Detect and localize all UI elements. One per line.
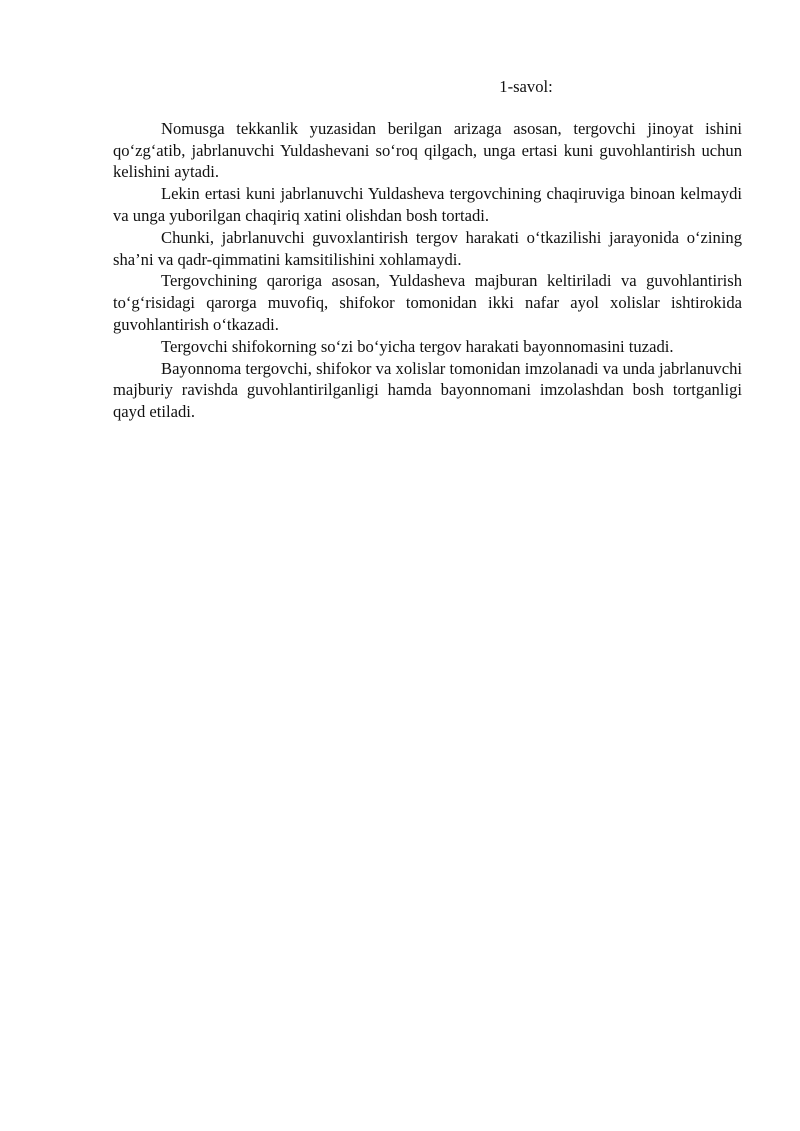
- paragraph: Lekin ertasi kuni jabrlanuvchi Yuldasheva tergovchining chaqiruviga binoan kelmaydi va unga yuborilgan chaqiriq xatini olishdan bosh tortadi.: [113, 184, 742, 225]
- paragraph: Tergovchi shifokorning so‘zi bo‘yicha tergov harakati bayonnomasini tuzadi.: [161, 336, 674, 356]
- paragraph: Tergovchining qaroriga asosan, Yuldasheva majburan keltiriladi va guvohlantirish to‘g‘risidagi qarorga muvofiq, shifokor tomonidan ikki nafar ayol xolislar ishtirokida guvohlantirish o‘tkazadi.: [113, 271, 742, 334]
- paragraph: Bayonnoma tergovchi, shifokor va xolislar tomonidan imzolanadi va unda jabrlanuvchi majburiy ravishda guvohlantirilganligi hamda bayonnomani imzolashdan bosh tortganligi qayd etiladi.: [113, 358, 742, 422]
- paragraph: Nomusga tekkanlik yuzasidan berilgan arizaga asosan, tergovchi jinoyat ishini qo‘zg‘atib, jabrlanuvchi Yuldashevani so‘roq qilgach, unga ertasi kuni guvohlantirish uchun kelishini aytadi.: [113, 118, 742, 182]
- question-title: 1-savol:: [499, 77, 553, 96]
- paragraph: Chunki, jabrlanuvchi guvoxlantirish tergov harakati o‘tkazilishi jarayonida o‘zining sha’ni va qadr-qimmatini kamsitilishini xohlamaydi.: [113, 227, 742, 269]
- document-body: [113, 76, 742, 423]
